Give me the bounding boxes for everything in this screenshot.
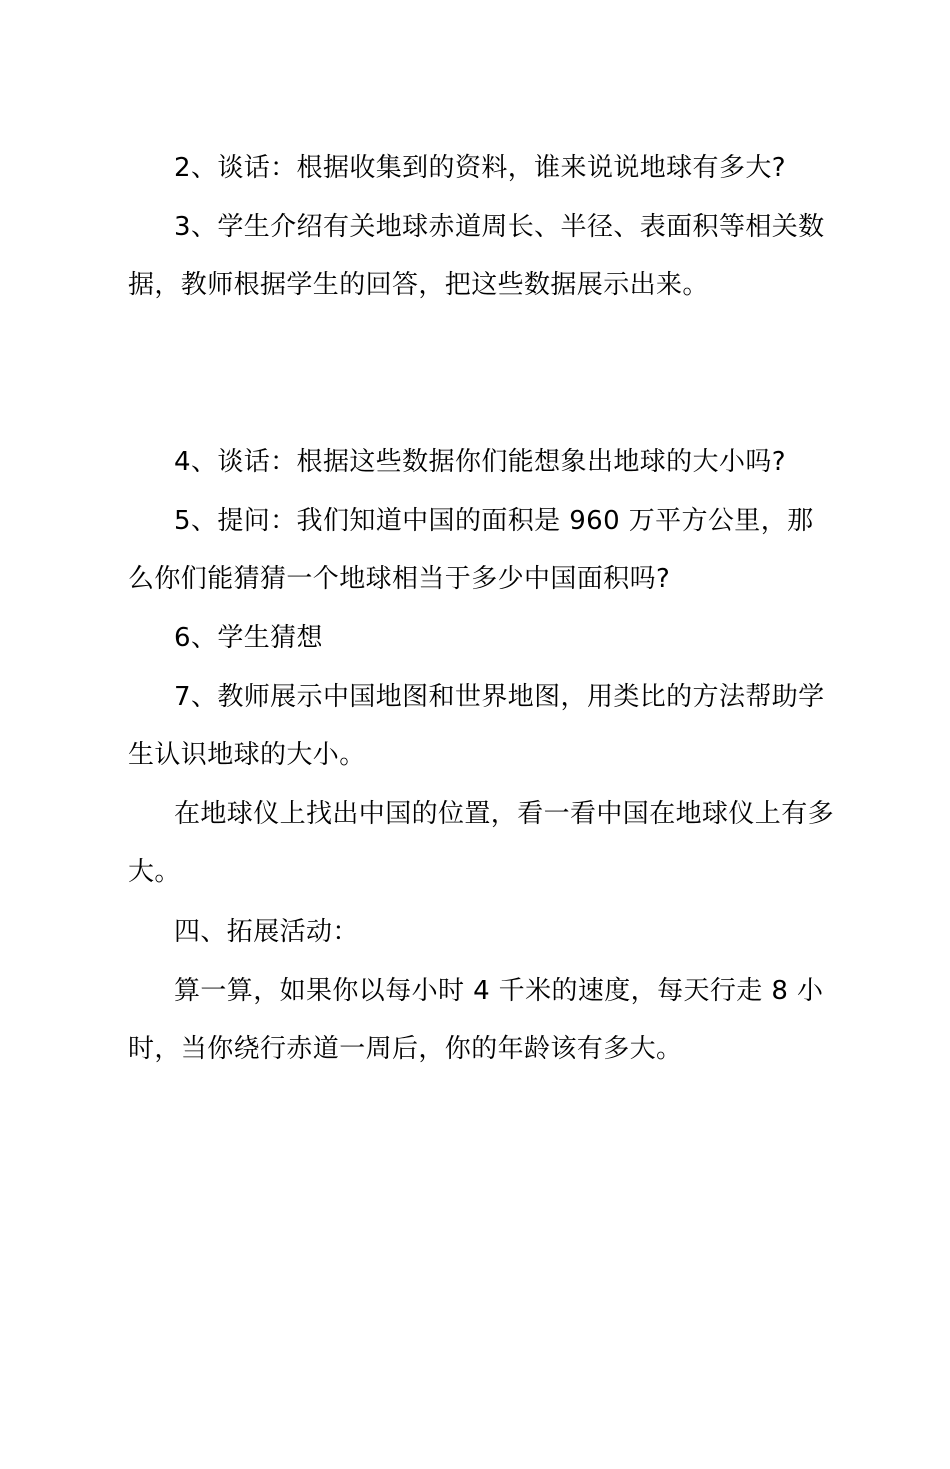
paragraph-step-3: 3、学生介绍有关地球赤道周长、半径、表面积等相关数据，教师根据学生的回答，把这些数据展示出来。 (128, 212, 825, 300)
section-heading-extension: 四、拓展活动： (174, 917, 359, 947)
paragraph-step-2: 2、谈话：根据收集到的资料，谁来说说地球有多大? (174, 153, 786, 183)
paragraph-calculation: 算一算，如果你以每小时 4 千米的速度，每天行走 8 小时，当你绕行赤道一周后，你的年龄该有多大。 (128, 976, 824, 1064)
paragraph-step-4: 4、谈话：根据这些数据你们能想象出地球的大小吗? (174, 447, 786, 477)
paragraph-step-7: 7、教师展示中国地图和世界地图，用类比的方法帮助学生认识地球的大小。 (128, 682, 825, 770)
paragraph-step-6: 6、学生猜想 (174, 623, 323, 653)
paragraph-globe-activity: 在地球仪上找出中国的位置，看一看中国在地球仪上有多大。 (128, 799, 835, 887)
paragraph-step-5: 5、提问：我们知道中国的面积是 960 万平方公里，那么你们能猜猜一个地球相当于多少中国面积吗? (128, 506, 814, 594)
